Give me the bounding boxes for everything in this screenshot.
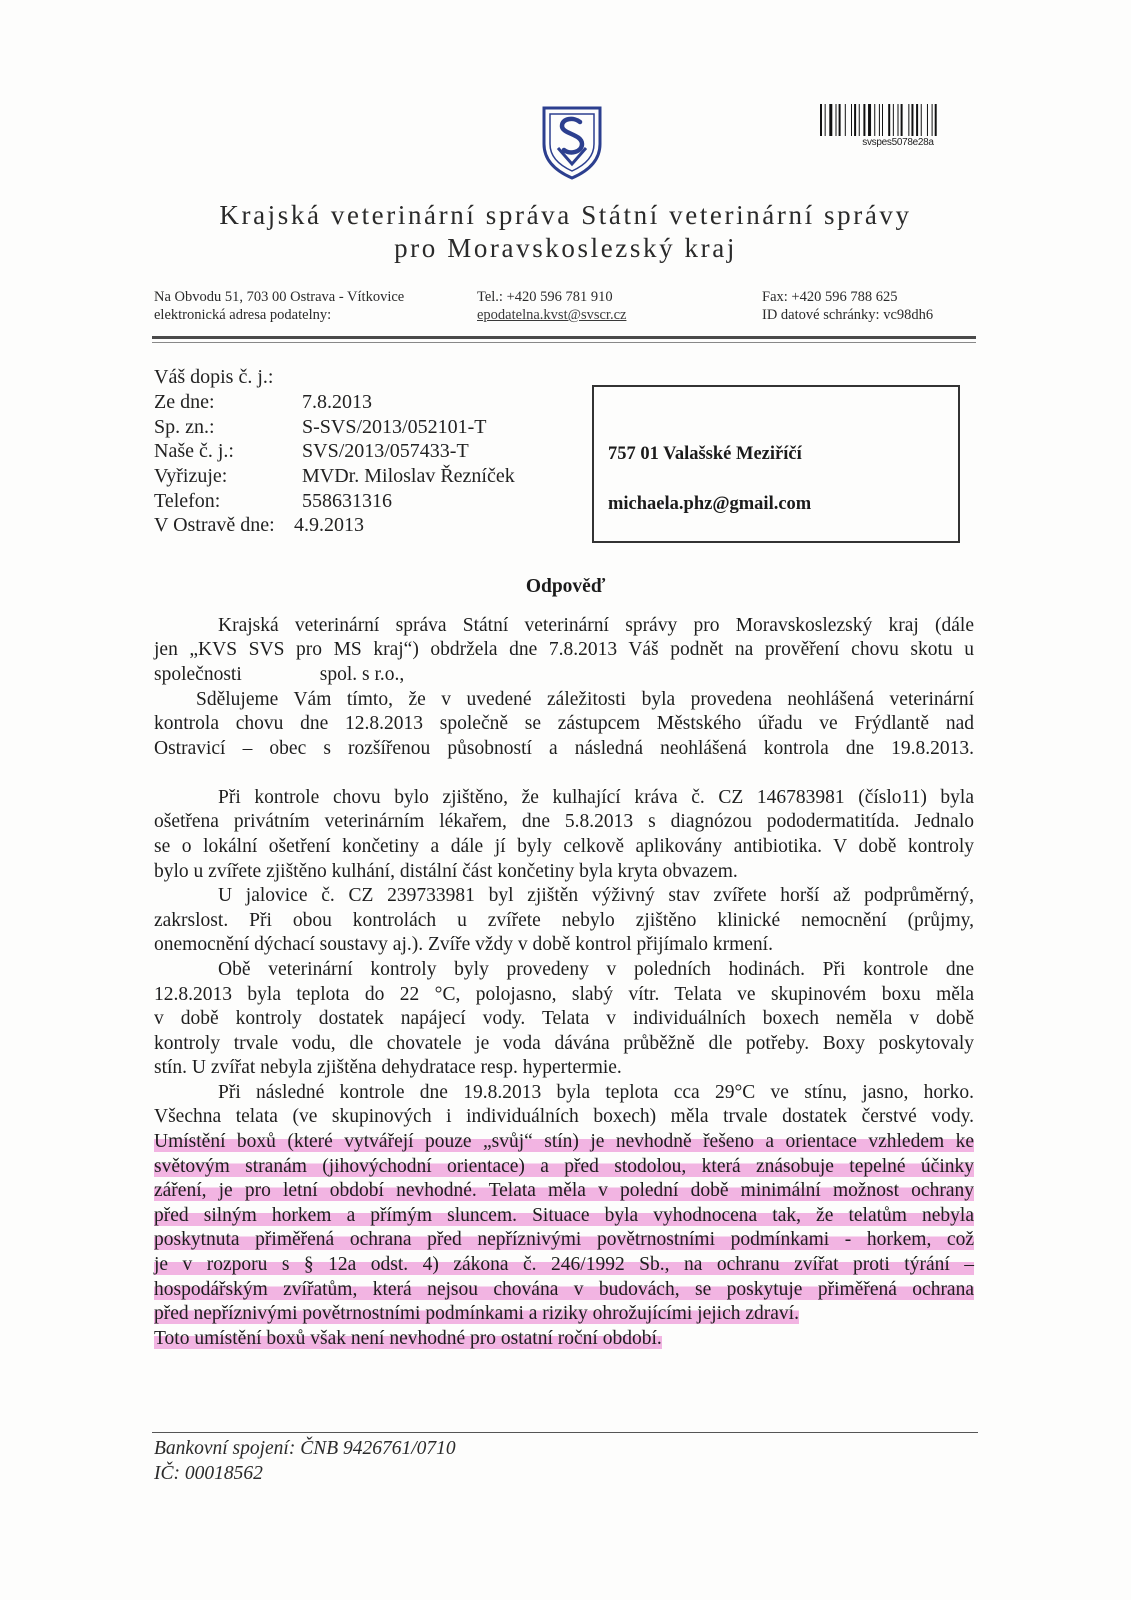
barcode-bar [829, 104, 832, 136]
body-line: kontrola chovu dne 12.8.2013 společně se zástupcem Městského úřadu ve Frýdlantě nad [154, 713, 974, 734]
barcode-bar [916, 104, 918, 136]
body-line: Ostravicí – obec s rozšířenou působností a následná neohlášená kontrola dne 19.8.2013. [154, 738, 974, 759]
e-filing-label: elektronická adresa podatelny: [154, 307, 332, 323]
body-line: ošetřena privátním veterinárním lékařem, dne 5.8.2013 s diagnózou pododermatitída. Jednalo [154, 811, 974, 832]
recipient-email: michaela.phz@gmail.com [608, 494, 812, 514]
highlighted-body-line: je v rozporu s § 12a odst. 4) zákona č. 246/1992 Sb., na ochranu zvířat proti týrání – [154, 1253, 974, 1278]
highlighted-body-line: Umístění boxů (které vytvářejí pouze „svůj“ stín) je nevhodně řešeno a orientace vzhledem ke [154, 1130, 974, 1155]
ref-issue-date-value: 4.9.2013 [294, 514, 364, 536]
body-line: 12.8.2013 byla teplota do 22 °C, polojasno, slabý vítr. Telata ve skupinovém boxu měla [154, 984, 974, 1005]
body-line: zakrslost. Při obou kontrolách u zvířete nebylo zjištěno klinické nemocnění (průjmy, [154, 910, 974, 931]
company-id: IČ: 00018562 [154, 1463, 263, 1484]
barcode-number: svspes5078e28a [862, 137, 934, 148]
highlighted-body-line: poskytnuta přiměřená ochrana před nepříznivými povětrnostními podmínkami - horkem, což [154, 1228, 974, 1253]
office-address: Na Obvodu 51, 703 00 Ostrava - Vítkovice [154, 289, 405, 305]
barcode-bar [863, 104, 865, 136]
body-line: U jalovice č. CZ 239733981 byl zjištěn výživný stav zvířete horší až podprůměrný, [218, 885, 974, 906]
ref-your-letter-label: Váš dopis č. j.: [154, 366, 274, 388]
body-line: stín. U zvířat nebyla zjištěna dehydratace resp. hypertermie. [154, 1057, 622, 1078]
body-line: Při kontrole chovu bylo zjištěno, že kulhající kráva č. CZ 146783981 (číslo11) byla [218, 787, 974, 808]
body-line: Při následné kontrole dne 19.8.2013 byla teplota cca 29°C ve stínu, jasno, horko. [218, 1082, 974, 1103]
ref-file-value: S-SVS/2013/052101-T [302, 416, 487, 438]
recipient-city: 757 01 Valašské Meziříčí [608, 444, 802, 464]
barcode-bar [839, 104, 841, 136]
ref-our-number-label: Naše č. j.: [154, 440, 234, 462]
ref-file-label: Sp. zn.: [154, 416, 215, 438]
highlighted-body-line: Toto umístění boxů však není nevhodné pro ostatní roční období. [154, 1327, 662, 1352]
body-line: Obě veterinární kontroly byly provedeny v poledních hodinách. Při kontrole dne [218, 959, 974, 980]
body-line: Krajská veterinární správa Státní veterinární správy pro Moravskoslezský kraj (dále [218, 615, 974, 636]
barcode-bar [911, 104, 913, 136]
header-divider [152, 336, 976, 339]
barcode-bar [820, 104, 822, 136]
body-line: Všechna telata (ve skupinových i individuálních boxech) měla trvale dostatek čerstvé vody. [154, 1106, 974, 1127]
body-line: onemocnění dýchací soustavy aj.). Zvíře vždy v době kontrol přijímalo krmení. [154, 934, 773, 955]
document-title: Odpověď [525, 576, 606, 597]
barcode-bar [888, 104, 890, 136]
body-line: se o lokální ošetření končetiny a dále jí byly celkově aplikovány antibiotika. V době kontroly [154, 836, 974, 857]
barcode-bar [851, 104, 852, 136]
body-line: kontroly trvale vodu, dle chovatele je voda dávána průběžně dle potřeby. Boxy poskytovaly [154, 1033, 974, 1054]
ref-phone-value: 558631316 [302, 490, 392, 512]
barcode-bar [935, 104, 937, 136]
barcode-bar [859, 104, 860, 136]
authority-title-line1: Krajská veterinární správa Státní veterinární správy [219, 200, 912, 230]
barcode-bar [868, 104, 871, 136]
body-line: společnosti spol. s r.o., [154, 664, 405, 685]
data-box-id: ID datové schránky: vc98dh6 [762, 307, 934, 323]
authority-title-line2: pro Moravskoslezský kraj [394, 233, 737, 263]
barcode-bar [874, 104, 875, 136]
body-line: v době kontroly dostatek napájecí vody. Telata v individuálních boxech neměla v době [154, 1008, 974, 1029]
ref-phone-label: Telefon: [154, 490, 221, 512]
highlighted-body-line: před nepříznivými povětrnostními podmínkami a riziky ohrožujícími jejich zdraví. [154, 1302, 799, 1327]
barcode-bar [901, 104, 903, 136]
barcode-bar [893, 104, 894, 136]
body-line: Sdělujeme Vám tímto, že v uvedené záležitosti byla provedena neohlášená veterinární [196, 689, 974, 710]
barcode-bar [882, 104, 883, 136]
ref-date-value: 7.8.2013 [302, 391, 372, 413]
barcode-bar [854, 104, 856, 136]
highlighted-body-line: světovým stranám (jihovýchodní orientace) a před stodolou, která znásobuje tepelné účinky [154, 1155, 974, 1180]
highlighted-body-line: záření, je pro letní období nevhodné. Telata měla v polední době minimální možnost ochrany [154, 1179, 974, 1204]
barcode-bar [908, 104, 909, 136]
body-line: jen „KVS SVS pro MS kraj“) obdržela dne 7.8.2013 Váš podnět na prověření chovu skotu u [154, 639, 974, 660]
barcode-bar [879, 104, 880, 136]
office-fax: Fax: +420 596 788 625 [762, 289, 898, 305]
barcode-bar [932, 104, 933, 136]
ref-our-number-value: SVS/2013/057433-T [302, 440, 469, 462]
office-phone: Tel.: +420 596 781 910 [477, 289, 613, 305]
header-divider-thin [152, 342, 976, 343]
barcode-bar [836, 104, 837, 136]
body-line: bylo u zvířete zjištěno kulhání, distální část končetiny byla kryta obvazem. [154, 861, 738, 882]
svs-shield-logo-icon [540, 104, 604, 180]
barcode-bar [825, 104, 826, 136]
barcode-bar [927, 104, 928, 136]
ref-date-label: Ze dne: [154, 391, 215, 413]
barcode-icon [820, 104, 976, 136]
highlighted-body-line: hospodářským zvířatům, která nejsou chována v budovách, se poskytuje přiměřená ochrana [154, 1278, 974, 1303]
bank-account: Bankovní spojení: ČNB 9426761/0710 [154, 1438, 456, 1459]
barcode-bar [921, 104, 922, 136]
highlighted-body-line: před silným horkem a přímým sluncem. Situace byla vyhodnocena tak, že telatům nebyla [154, 1204, 974, 1229]
ref-handler-value: MVDr. Miloslav Řezníček [302, 465, 515, 487]
barcode-bar [845, 104, 846, 136]
barcode-bar [898, 104, 899, 136]
e-filing-email-link[interactable]: epodatelna.kvst@svscr.cz [477, 307, 627, 323]
ref-handler-label: Vyřizuje: [154, 465, 228, 487]
footer-divider [152, 1432, 978, 1433]
ref-issue-date-label: V Ostravě dne: [154, 514, 275, 536]
